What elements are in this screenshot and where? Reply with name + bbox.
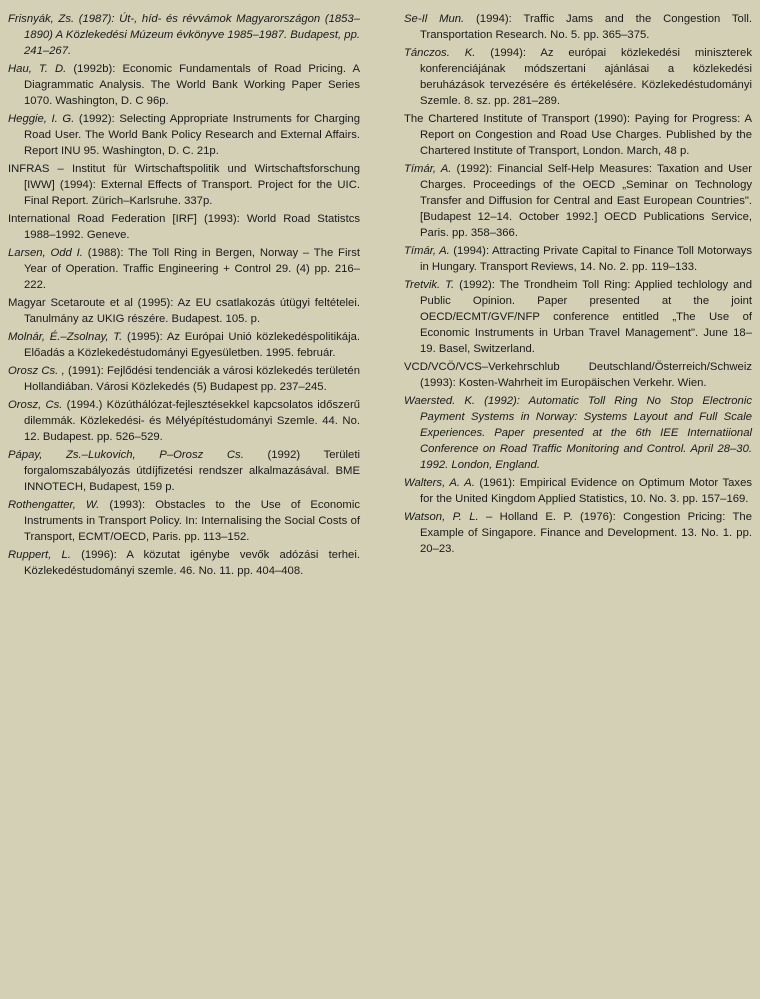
reference-text: INFRAS – Institut für Wirtschaftspolitik und Wirtschaftsforschung [IWW] (1994): External Effects of Transport. Project for the UIC. Final Report. Zürich–Karlsruhe. 337p.: [8, 163, 360, 207]
reference-text: International Road Federation [IRF] (1993): World Road Statistcs 1988–1992. Geneve.: [8, 213, 360, 241]
references-right-column: [404, 11, 752, 559]
reference-author: Orosz Cs. ,: [8, 365, 65, 377]
reference-text: (1994): Traffic Jams and the Congestion Toll. Transportation Research. No. 5. pp. 365–375.: [420, 13, 752, 41]
reference-author: Walters, A. A.: [404, 477, 475, 489]
reference-author: Watson, P. L.: [404, 511, 479, 523]
reference-entry: [404, 161, 752, 241]
reference-entry: [404, 45, 752, 109]
reference-entry: [8, 111, 360, 159]
reference-entry: [8, 11, 360, 59]
reference-author: Hau, T. D.: [8, 63, 67, 75]
reference-text: (1996): A közutat igénybe vevők adózási terhei. Közlekedéstudományi szemle. 46. No. 11. pp. 404–408.: [24, 549, 360, 577]
reference-entry: [8, 329, 360, 361]
reference-author: Tretvik. T.: [404, 279, 455, 291]
reference-author: Larsen, Odd I.: [8, 247, 83, 259]
references-left-column: [8, 11, 360, 581]
reference-text: (1992): Selecting Appropriate Instruments for Charging Road User. The World Bank Policy Research and External Affairs. Report INU 95. Washington, D. C. 21p.: [24, 113, 360, 157]
reference-entry: [404, 359, 752, 391]
reference-entry: [8, 161, 360, 209]
reference-entry: [8, 363, 360, 395]
reference-text: The Chartered Institute of Transport (1990): Paying for Progress: A Report on Congestion and Road Use Charges. Published by the Chartered Institute of Transport, London. March, 48 p.: [404, 113, 752, 157]
reference-entry: [8, 397, 360, 445]
reference-entry: [8, 547, 360, 579]
reference-text: (1995): Az Európai Unió közlekedéspolitikája. Előadás a Közlekedéstudományi Egyesületben. 1995. február.: [24, 331, 360, 359]
reference-text: (1988): The Toll Ring in Bergen, Norway – The First Year of Operation. Traffic Engineering + Control 29. (4) pp. 216–222.: [24, 247, 361, 291]
reference-text: (1961): Empirical Evidence on Optimum Motor Taxes for the United Kingdom Applied Statistics, 10. No. 3. pp. 157–169.: [420, 477, 752, 505]
reference-text: VCD/VCÖ/VCS–Verkehrschlub Deutschland/Österreich/Schweiz (1993): Kosten-Wahrheit im Europäischen Verkehr. Wien.: [404, 361, 752, 389]
reference-entry: [404, 393, 752, 473]
reference-text: (1993): Obstacles to the Use of Economic Instruments in Transport Policy. In: Internalising the Social Costs of Transport, ECMT/OECD, Paris. pp. 113–152.: [24, 499, 360, 543]
reference-entry: [404, 509, 752, 557]
reference-entry: [404, 475, 752, 507]
reference-italic-text: Waersted. K. (1992): Automatic Toll Ring No Stop Electronic Payment Systems in Norway: Systems Layout and Full Scale Experiences. Paper presented at the 6th IEE Internatiional Conference on Road Traffic Monitoring and Control. April 28–30. 1992. London, England.: [404, 395, 752, 471]
reference-text: (1992b): Economic Fundamentals of Road Pricing. A Diagrammatic Analysis. The World Bank Working Paper Series 1070. Washington, D. C 96p.: [24, 63, 360, 107]
reference-author: Tánczos. K.: [404, 47, 476, 59]
reference-text: (1994): Attracting Private Capital to Finance Toll Motorways in Hungary. Transport Reviews, 14. No. 2. pp. 119–133.: [420, 245, 753, 273]
reference-text: Magyar Scetaroute et al (1995): Az EU csatlakozás útügyi feltételei. Tanulmány az UKIG részére. Budapest. 105. p.: [8, 297, 360, 325]
reference-text: – Holland E. P. (1976): Congestion Pricing: The Example of Singapore. Finance and Development. 13. No. 1. pp. 20–23.: [420, 511, 752, 555]
reference-author: Ruppert, L.: [8, 549, 71, 561]
reference-entry: [404, 243, 752, 275]
reference-entry: [404, 11, 752, 43]
reference-entry: [404, 111, 752, 159]
reference-author: Rothengatter, W.: [8, 499, 100, 511]
reference-author: Tímár, A.: [404, 245, 450, 257]
reference-entry: [8, 211, 360, 243]
reference-text: (1992): Financial Self-Help Measures: Taxation and User Charges. Proceedings of the OECD „Seminar on Technology Transfer and Diffusion for Central and East European Countries". [Budapest 12–14. October 1992.] OECD Publications Service, Paris. pp. 358–366.: [420, 163, 753, 239]
reference-author: Tímár, A.: [404, 163, 452, 175]
reference-italic-text: Frisnyák, Zs. (1987): Út-, híd- és révvámok Magyarországon (1853–1890) A Közlekedési Múzeum évkönyve 1985–1987. Budapest, pp. 241–267.: [8, 13, 360, 57]
reference-entry: [404, 277, 752, 357]
reference-text: (1994): Az európai közlekedési miniszterek konferenciájának módszertani ajánlásai a közlekedési beruházások tervezésére és értékelésére. Közlekedéstudományi Szemle. 8. sz. pp. 281–289.: [420, 47, 752, 107]
reference-text: (1991): Fejlődési tendenciák a városi közlekedés területén Hollandiában. Városi Közlekedés (5) Budapest pp. 237–245.: [24, 365, 360, 393]
reference-entry: [8, 295, 360, 327]
reference-text: (1992): The Trondheim Toll Ring: Applied techlology and Public Opinion. Paper presented at the joint OECD/ECMT/GVF/NFP conference entitled „The Use of Economic Instruments in Urban Travel Management". June 18–19. Basel, Switzerland.: [420, 279, 752, 355]
reference-author: Pápay, Zs.–Lukovich, P–Orosz Cs.: [8, 449, 244, 461]
reference-entry: [8, 497, 360, 545]
reference-author: Se-Il Mun.: [404, 13, 465, 25]
reference-entry: [8, 245, 360, 293]
reference-entry: [8, 447, 360, 495]
reference-author: Heggie, I. G.: [8, 113, 75, 125]
reference-text: (1992) Területi forgalomszabályozás útdíjfizetési rendszer alkalmazásával. BME INNOTECH, Budapest, 159 p.: [24, 449, 360, 493]
reference-entry: [8, 61, 360, 109]
reference-author: Orosz, Cs.: [8, 399, 63, 411]
reference-text: (1994.) Közúthálózat-fejlesztésekkel kapcsolatos időszerű dilemmák. Közlekedési- és Mélyépítéstudományi Szemle. 44. No. 12. Budapest. pp. 526–529.: [24, 399, 360, 443]
reference-author: Molnár, É.–Zsolnay, T.: [8, 331, 123, 343]
